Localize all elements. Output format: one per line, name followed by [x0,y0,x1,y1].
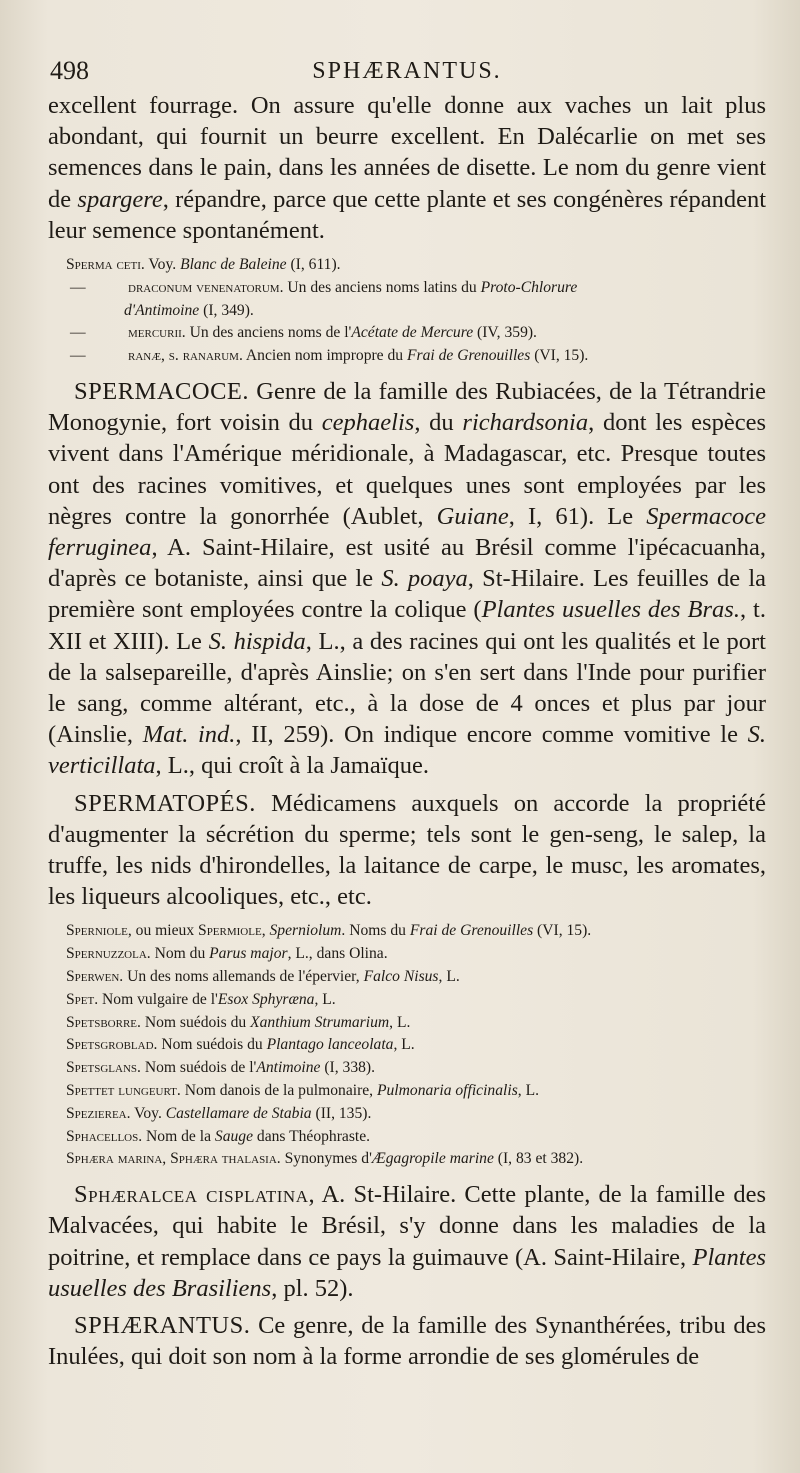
entry-heading: SPERMACOCE. [74,378,250,405]
note-line: Sperniole, ou mieux Spermiole, Sperniolum. Noms du Frai de Grenouilles (VI, 15). [66,922,592,940]
entry-heading: Sphæralcea cisplatina [74,1181,309,1209]
entry-spermacoce: SPERMACOCE. Genre de la famille des Rubiacées, de la Tétrandrie Monogynie, fort voisin du cephaelis, du richardsonia, dont les espèces vivent dans l'Amérique méridionale, à Madagascar, etc. Presque toutes ont des racines vomitives, et quelques unes sont employées par les nègres contre la gonorrhée (Aublet, Guiane, I, 61). Le Spermacoce ferruginea, A. Saint-Hilaire, est usité au Brésil comme l'ipécacuanha, d'après ce botaniste, ainsi que le S. poaya, St-Hilaire. Les feuilles de la première sont employées contre la colique (Plantes usuelles des Bras., t. XII et XIII). Le S. hispida, L., a des racines qui ont les qualités et le port de la salsepareille, d'après Ainslie; on s'en sert dans l'Inde pour purifier le sang, comme altérant, etc., à la dose de 4 onces et plus par jour (Ainslie, Mat. ind., II, 259). On indique encore comme vomitive le S. verticillata, L., qui croît à la Jamaïque. [48,378,767,780]
page-header [48,52,766,90]
note-block-sperma [48,254,766,368]
note-line: Spettet lungeurt. Nom danois de la pulmonaire, Pulmonaria officinalis, L. [66,1082,539,1100]
entry-sphaerantus: SPHÆRANTUS. Ce genre, de la famille des Synanthérées, tribu des Inulées, qui doit son nom à la forme arrondie de ses glomérules de [48,1312,766,1371]
note-line: Sphæra marina, Sphæra thalasia. Synonymes d'Ægagropile marine (I, 83 et 382). [66,1150,584,1168]
note-block-spermiole [48,920,766,1171]
note-line: Spernuzzola. Nom du Parus major, L., dans Olina. [66,945,388,963]
entry-spermatopes: SPERMATOPÉS. Médicamens auxquels on accorde la propriété d'augmenter la sécrétion du sperme; tels sont le gen-seng, le salep, la truffe, les nids d'hirondelles, la laitance de carpe, le musc, les aromates, les liqueurs alcooliques, etc., etc. [48,789,766,911]
note-line: Sphacellos. Nom de la Sauge dans Théophraste. [66,1127,371,1145]
page-number: 498 [50,56,89,85]
note-line: — draconum venenatorum. Un des anciens noms latins du Proto-Chlorure [70,278,578,296]
paragraph-spergula-continued: excellent fourrage. On assure qu'elle donne aux vaches un lait plus abondant, qui fournit un beurre excellent. En Dalécarlie on met ses semences dans le pain, dans les années de disette. Le nom du genre vient de spargere, répandre, parce que cette plante et ses congénères répandent leur semence spontanément. [48,92,766,244]
note-line: Spetsborre. Nom suédois du Xanthium Strumarium, L. [66,1013,411,1031]
note-line: Spetsgroblad. Nom suédois du Plantago lanceolata, L. [66,1036,415,1054]
note-line: Spetsglans. Nom suédois de l'Antimoine (I, 338). [66,1059,376,1077]
note-line: Spet. Nom vulgaire de l'Esox Sphyræna, L. [66,990,336,1008]
note-line: Spezierea. Voy. Castellamare de Stabia (II, 135). [66,1104,372,1122]
entry-heading: SPHÆRANTUS. [74,1312,251,1340]
note-line: — ranæ, s. ranarum. Ancien nom impropre du Frai de Grenouilles (VI, 15). [70,347,589,365]
note-line: d'Antimoine (I, 349). [124,301,254,319]
note-line: Sperma ceti. Voy. Blanc de Baleine (I, 611). [66,256,341,274]
entry-heading: SPERMATOPÉS. [74,789,256,817]
running-head: SPHÆRANTUS. [312,58,502,84]
note-line: Sperwen. Un des noms allemands de l'épervier, Falco Nisus, L. [66,968,460,986]
note-line: — mercurii. Un des anciens noms de l'Acétate de Mercure (IV, 359). [70,324,537,342]
entry-sphaeralcea: Sphæralcea cisplatina, A. St-Hilaire. Cette plante, de la famille des Malvacées, qui habite le Brésil, s'y donne dans les maladies de la poitrine, et remplace dans ce pays la guimauve (A. Saint-Hilaire, Plantes usuelles des Brasiliens, pl. 52). [48,1181,766,1302]
